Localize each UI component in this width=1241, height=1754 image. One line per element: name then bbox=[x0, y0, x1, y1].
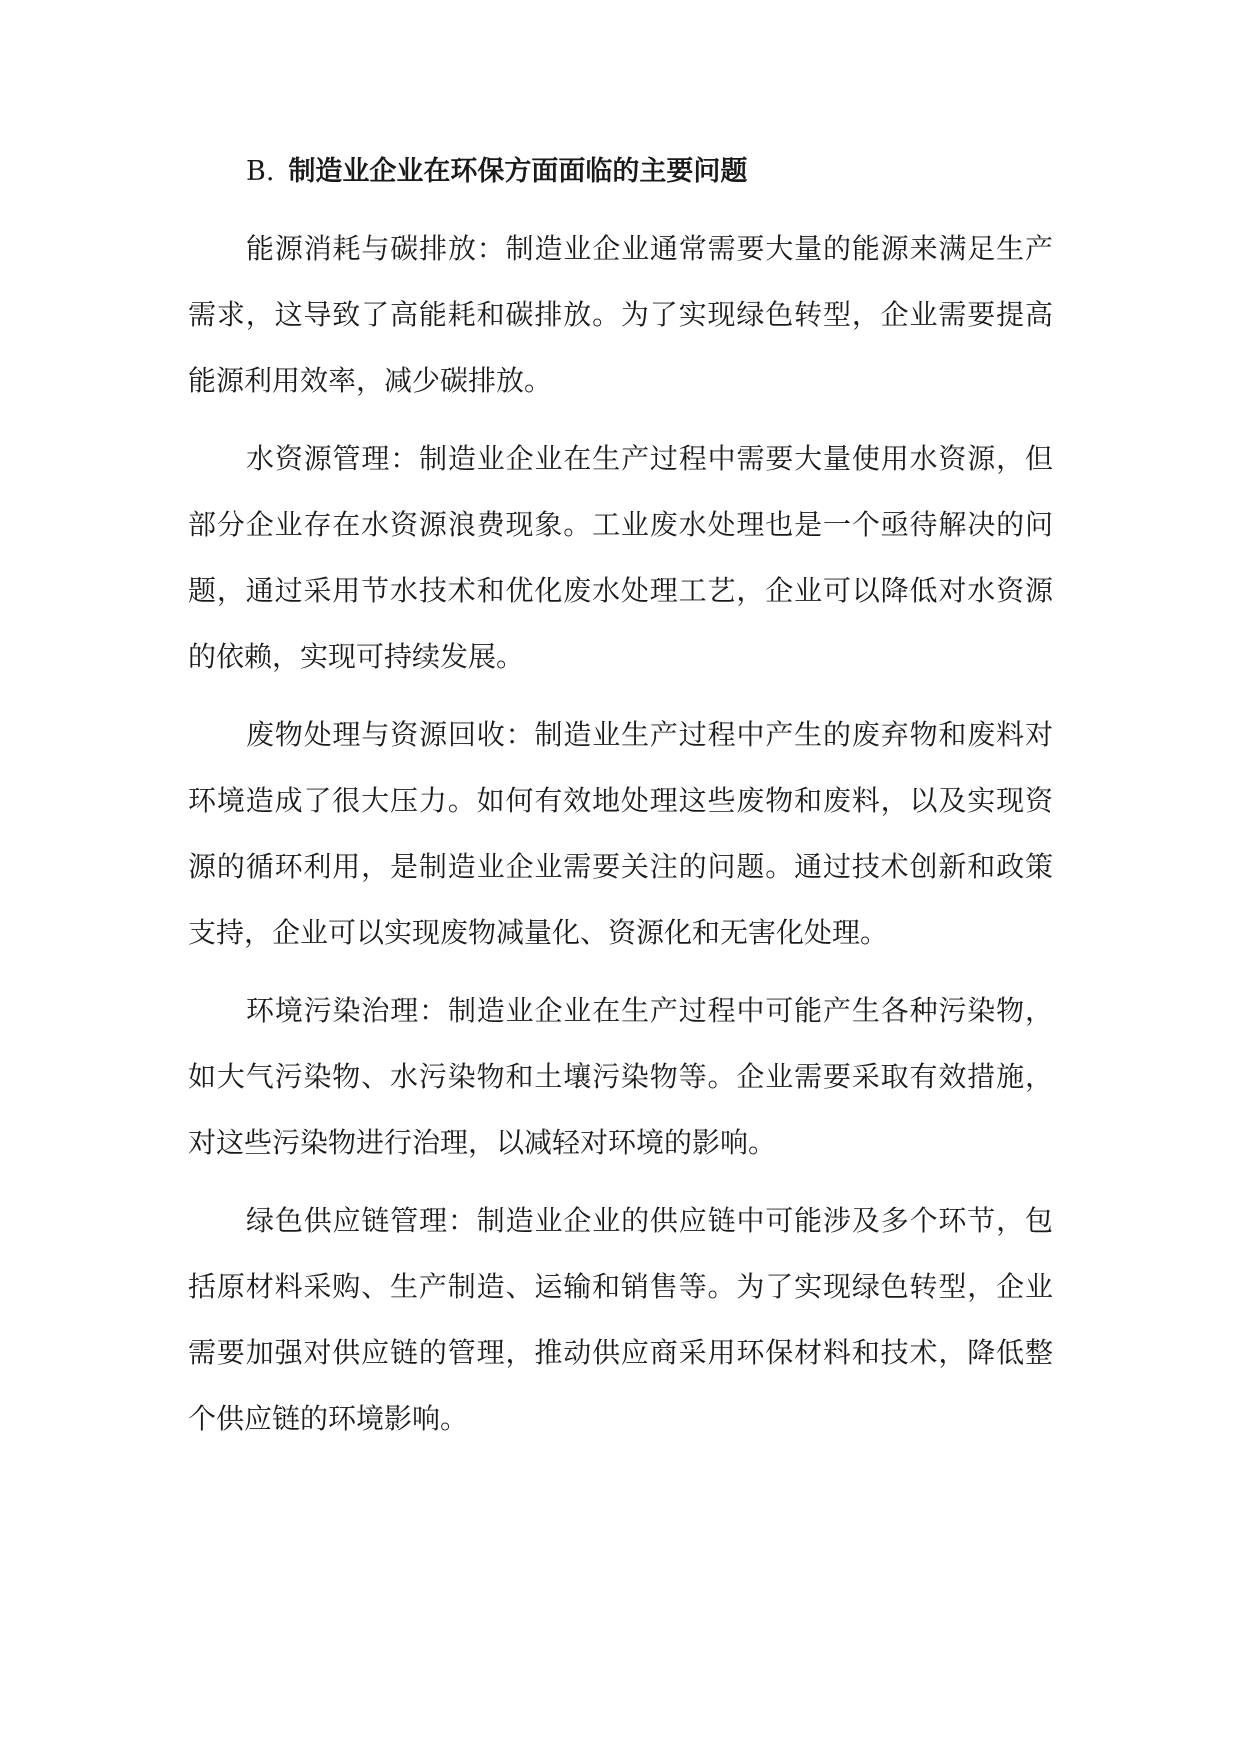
section-label: B. bbox=[246, 156, 275, 187]
section-title: 制造业企业在环保方面面临的主要问题 bbox=[288, 156, 748, 187]
paragraph-waste: 废物处理与资源回收：制造业生产过程中产生的废弃物和废料对环境造成了很大压力。如何有效地处理这些废物和废料，以及实现资源的循环利用，是制造业企业需要关注的问题。通过技术创新和政策支持，企业可以实现废物减量化、资源化和无害化处理。 bbox=[188, 718, 1053, 949]
paragraph-water: 水资源管理：制造业企业在生产过程中需要大量使用水资源，但部分企业存在水资源浪费现象。工业废水处理也是一个亟待解决的问题，通过采用节水技术和优化废水处理工艺，企业可以降低对水资源的依赖，实现可持续发展。 bbox=[188, 442, 1053, 673]
document-body bbox=[188, 148, 1053, 1452]
paragraph-energy: 能源消耗与碳排放：制造业企业通常需要大量的能源来满足生产需求，这导致了高能耗和碳排放。为了实现绿色转型，企业需要提高能源利用效率，减少碳排放。 bbox=[188, 232, 1053, 397]
paragraph-supply-chain: 绿色供应链管理：制造业企业的供应链中可能涉及多个环节，包括原材料采购、生产制造、运输和销售等。为了实现绿色转型，企业需要加强对供应链的管理，推动供应商采用环保材料和技术，降低整个供应链的环境影响。 bbox=[188, 1204, 1053, 1435]
paragraph-pollution: 环境污染治理：制造业企业在生产过程中可能产生各种污染物，如大气污染物、水污染物和土壤污染物等。企业需要采取有效措施，对这些污染物进行治理，以减轻对环境的影响。 bbox=[188, 994, 1053, 1159]
section-heading bbox=[246, 148, 1053, 196]
